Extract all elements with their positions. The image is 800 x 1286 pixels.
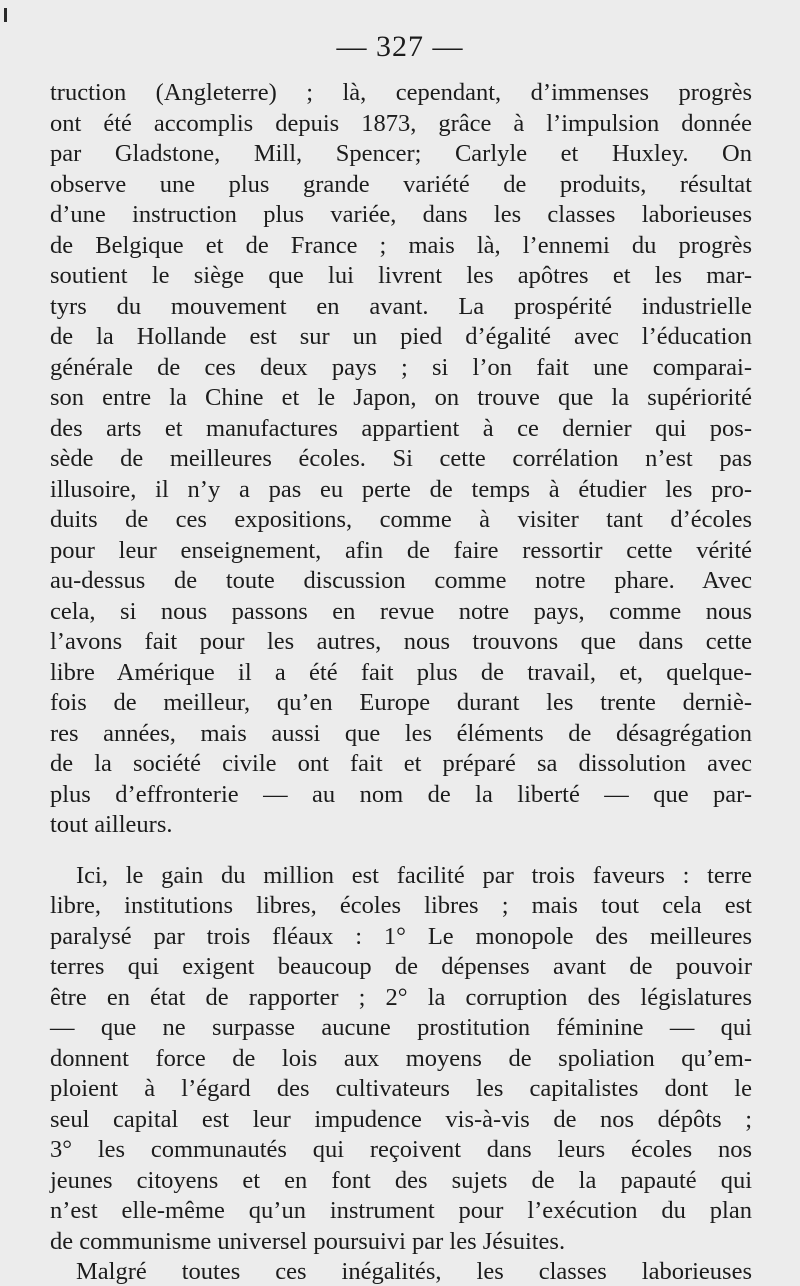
text-line: ploient à l’égard des cultivateurs les capitalistes dont le	[50, 1075, 752, 1102]
text-line: tout ailleurs.	[50, 811, 173, 838]
text-line: cela, si nous passons en revue notre pays, comme nous	[50, 597, 752, 625]
text-line: générale de ces deux pays ; si l’on fait une comparai-	[50, 353, 752, 381]
text-line: — que ne surpasse aucune prostitution féminine — qui	[50, 1014, 752, 1041]
text-line: de communisme universel poursuivi par les Jésuites.	[50, 1227, 566, 1255]
text-line: Malgré toutes ces inégalités, les classes laborieuses	[76, 1258, 752, 1285]
text-line: d’une instruction plus variée, dans les classes laborieuses	[50, 201, 752, 228]
text-line: terres qui exigent beaucoup de dépenses avant de pouvoir	[50, 953, 752, 980]
text-line: l’avons fait pour les autres, nous trouvons que dans cette	[50, 628, 752, 655]
text-line: libre Amérique il a été fait plus de travail, et, quelque-	[50, 658, 752, 686]
text-line: illusoire, il n’y a pas eu perte de temps à étudier les pro-	[50, 475, 752, 503]
text-line: ont été accomplis depuis 1873, grâce à l’impulsion donnée	[50, 109, 752, 137]
text-line: Ici, le gain du million est facilité par trois faveurs : terre	[76, 861, 752, 889]
text-line: seul capital est leur impudence vis-à-vis de nos dépôts ;	[50, 1105, 752, 1133]
text-line: libre, institutions libres, écoles libres ; mais tout cela est	[50, 892, 752, 919]
paragraph	[50, 78, 752, 841]
text-line: de la Hollande est sur un pied d’égalité avec l’éducation	[50, 323, 752, 350]
paragraph	[50, 861, 752, 1258]
scan-edge-mark	[4, 8, 7, 22]
text-line: plus d’effronterie — au nom de la liberté — que par-	[50, 780, 752, 808]
text-line: de Belgique et de France ; mais là, l’ennemi du progrès	[50, 231, 752, 259]
text-line: donnent force de lois aux moyens de spoliation qu’em-	[50, 1044, 752, 1072]
text-line: son entre la Chine et le Japon, on trouve que la supériorité	[50, 384, 752, 411]
text-line: jeunes citoyens et en font des sujets de la papauté qui	[50, 1166, 752, 1194]
text-line: être en état de rapporter ; 2° la corruption des législatures	[50, 983, 752, 1011]
text-line: sède de meilleures écoles. Si cette corrélation n’est pas	[50, 445, 752, 472]
text-line: duits de ces expositions, comme à visiter tant d’écoles	[50, 506, 752, 533]
text-line: paralysé par trois fléaux : 1° Le monopole des meilleures	[50, 922, 752, 950]
text-line: n’est elle-même qu’un instrument pour l’exécution du plan	[50, 1197, 752, 1224]
text-line: 3° les communautés qui reçoivent dans leurs écoles nos	[50, 1136, 752, 1163]
paragraph	[50, 1257, 752, 1286]
text-line: soutient le siège que lui livrent les apôtres et les mar-	[50, 262, 752, 289]
text-line: pour leur enseignement, afin de faire ressortir cette vérité	[50, 536, 752, 564]
text-line: res années, mais aussi que les éléments de désagrégation	[50, 719, 752, 747]
text-line: au-dessus de toute discussion comme notre phare. Avec	[50, 567, 752, 594]
text-line: tyrs du mouvement en avant. La prospérité industrielle	[50, 292, 752, 320]
text-line: observe une plus grande variété de produits, résultat	[50, 170, 752, 198]
text-line: par Gladstone, Mill, Spencer; Carlyle et Huxley. On	[50, 140, 752, 167]
paragraph-gap	[50, 841, 752, 861]
text-line: truction (Angleterre) ; là, cependant, d’immenses progrès	[50, 79, 752, 106]
text-line: fois de meilleur, qu’en Europe durant les trente derniè-	[50, 689, 752, 716]
page-number: — 327 —	[336, 30, 464, 63]
text-line: des arts et manufactures appartient à ce dernier qui pos-	[50, 414, 752, 442]
text-line: de la société civile ont fait et préparé sa dissolution avec	[50, 750, 752, 777]
body-text	[50, 78, 752, 1286]
